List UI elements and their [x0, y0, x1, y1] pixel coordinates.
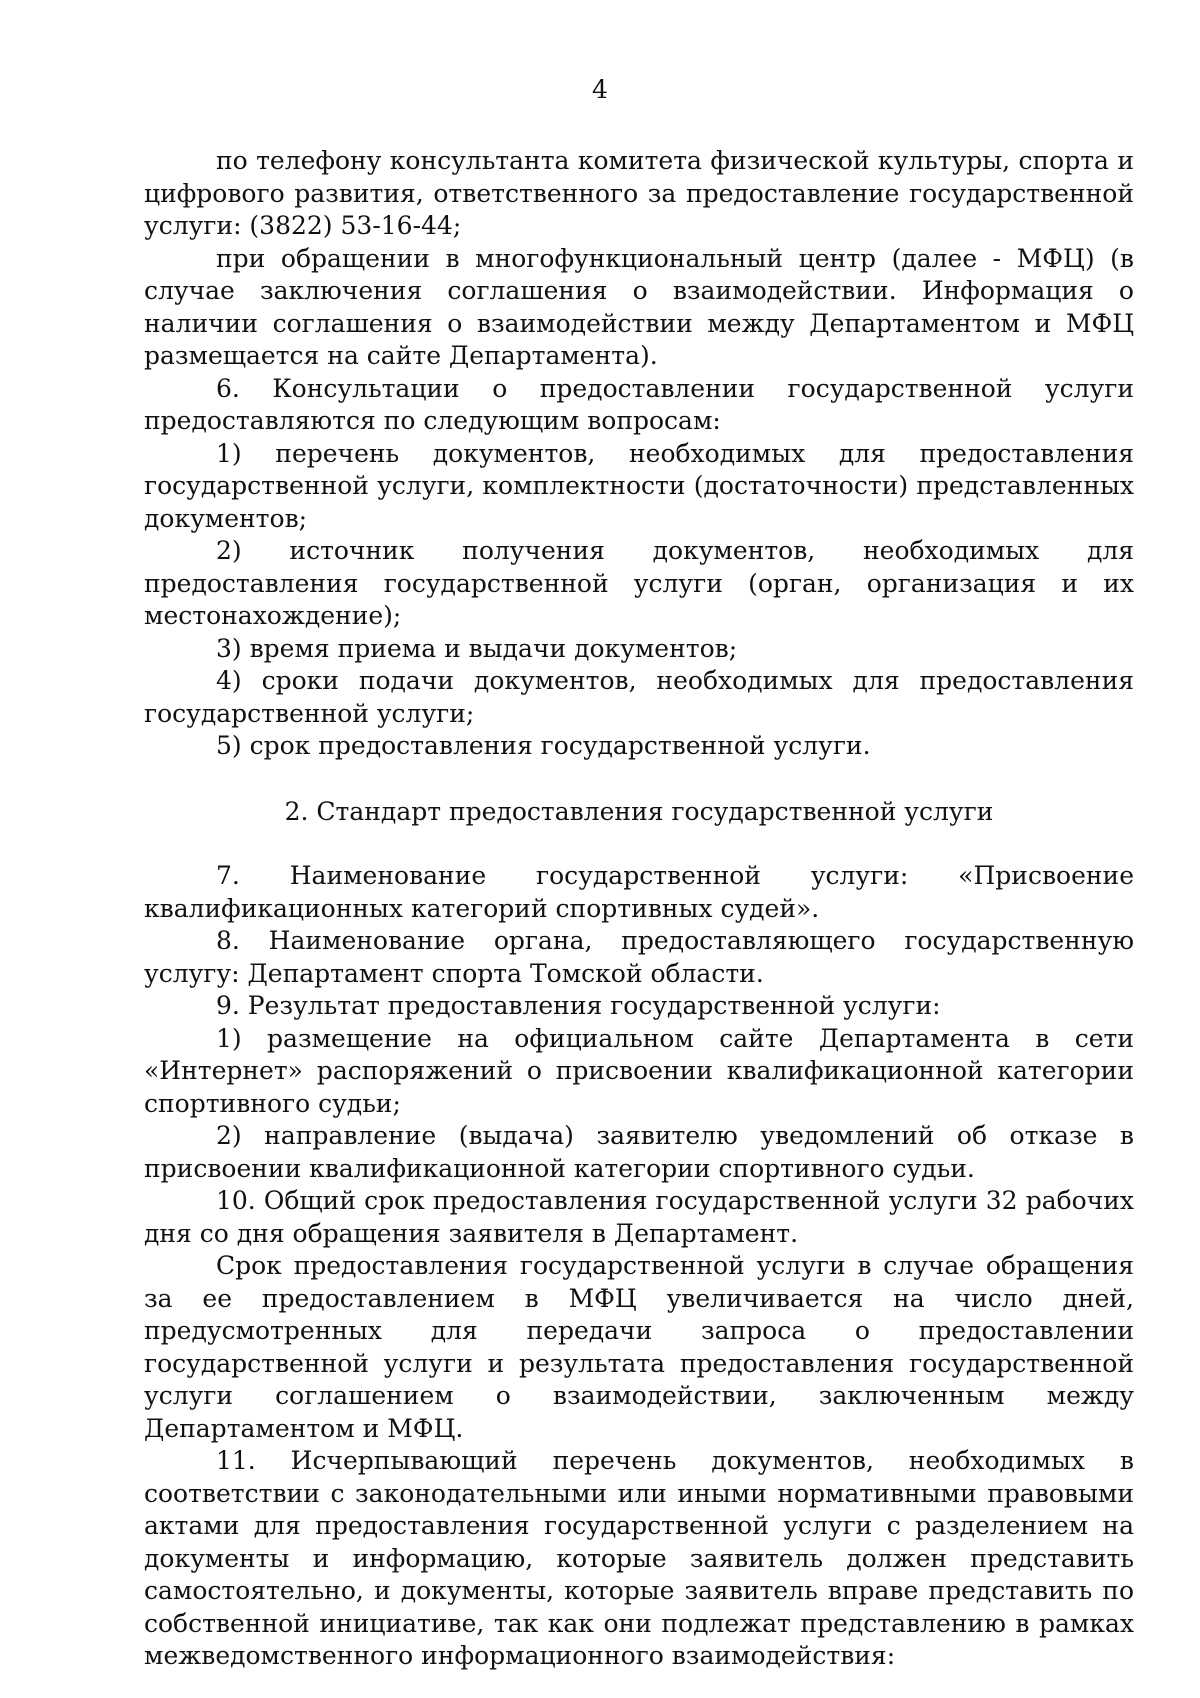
paragraph-7-service-name: 7. Наименование государственной услуги: «Присвоение квалификационных категорий спортивных судей».	[144, 861, 1134, 923]
document-body	[144, 145, 1134, 1673]
list-item-6-1: 1) перечень документов, необходимых для предоставления государственной услуги, комплектности (достаточности) представленных документов;	[144, 438, 1134, 533]
list-item-9-2: 2) направление (выдача) заявителю уведомлений об отказе в присвоении квалификационной категории спортивного судьи.	[144, 1121, 1134, 1183]
section-heading: 2. Стандарт предоставления государственной услуги	[284, 796, 994, 826]
paragraph-10-mfc-term: Срок предоставления государственной услуги в случае обращения за ее предоставлением в МФЦ увеличивается на число дней, предусмотренных для передачи запроса о предоставлении государственной услуги и результата предоставления государственной услуги соглашением о взаимодействии, заключенным между Департаментом и МФЦ.	[144, 1251, 1134, 1443]
paragraph-6-consultations: 6. Консультации о предоставлении государственной услуги предоставляются по следующим вопросам:	[144, 373, 1134, 435]
paragraph-10-term: 10. Общий срок предоставления государственной услуги 32 рабочих дня со дня обращения заявителя в Департамент.	[144, 1186, 1134, 1248]
list-item-6-3: 3) время приема и выдачи документов;	[216, 633, 738, 663]
paragraph-8-authority: 8. Наименование органа, предоставляющего государственную услугу: Департамент спорта Томской области.	[144, 926, 1134, 988]
page-number: 4	[592, 75, 608, 104]
list-item-6-2: 2) источник получения документов, необходимых для предоставления государственной услуги (орган, организация и их местонахождение);	[144, 536, 1134, 630]
paragraph-9-result: 9. Результат предоставления государственной услуги:	[216, 991, 941, 1020]
paragraph-phone-consultant: по телефону консультанта комитета физической культуры, спорта и цифрового развития, ответственного за предоставление государственной услуги: (3822) 53-16-44;	[144, 146, 1134, 240]
paragraph-mfc-contact: при обращении в многофункциональный центр (далее - МФЦ) (в случае заключения соглашения о взаимодействии. Информация о наличии соглашения о взаимодействии между Департаментом и МФЦ размещается на сайте Департамента).	[144, 243, 1134, 370]
list-item-6-4: 4) сроки подачи документов, необходимых для предоставления государственной услуги;	[144, 666, 1134, 728]
list-item-9-1: 1) размещение на официальном сайте Департамента в сети «Интернет» распоряжений о присвоении квалификационной категории спортивного судьи;	[144, 1023, 1134, 1118]
list-item-6-5: 5) срок предоставления государственной услуги.	[216, 731, 871, 760]
paragraph-11-documents: 11. Исчерпывающий перечень документов, необходимых в соответствии с законодательными или иными нормативными правовыми актами для предоставления государственной услуги с разделением на документы и информацию, которые заявитель должен представить самостоятельно, и документы, которые заявитель вправе представить по собственной инициативе, так как они подлежат представлению в рамках межведомственного информационного взаимодействия:	[144, 1446, 1134, 1670]
